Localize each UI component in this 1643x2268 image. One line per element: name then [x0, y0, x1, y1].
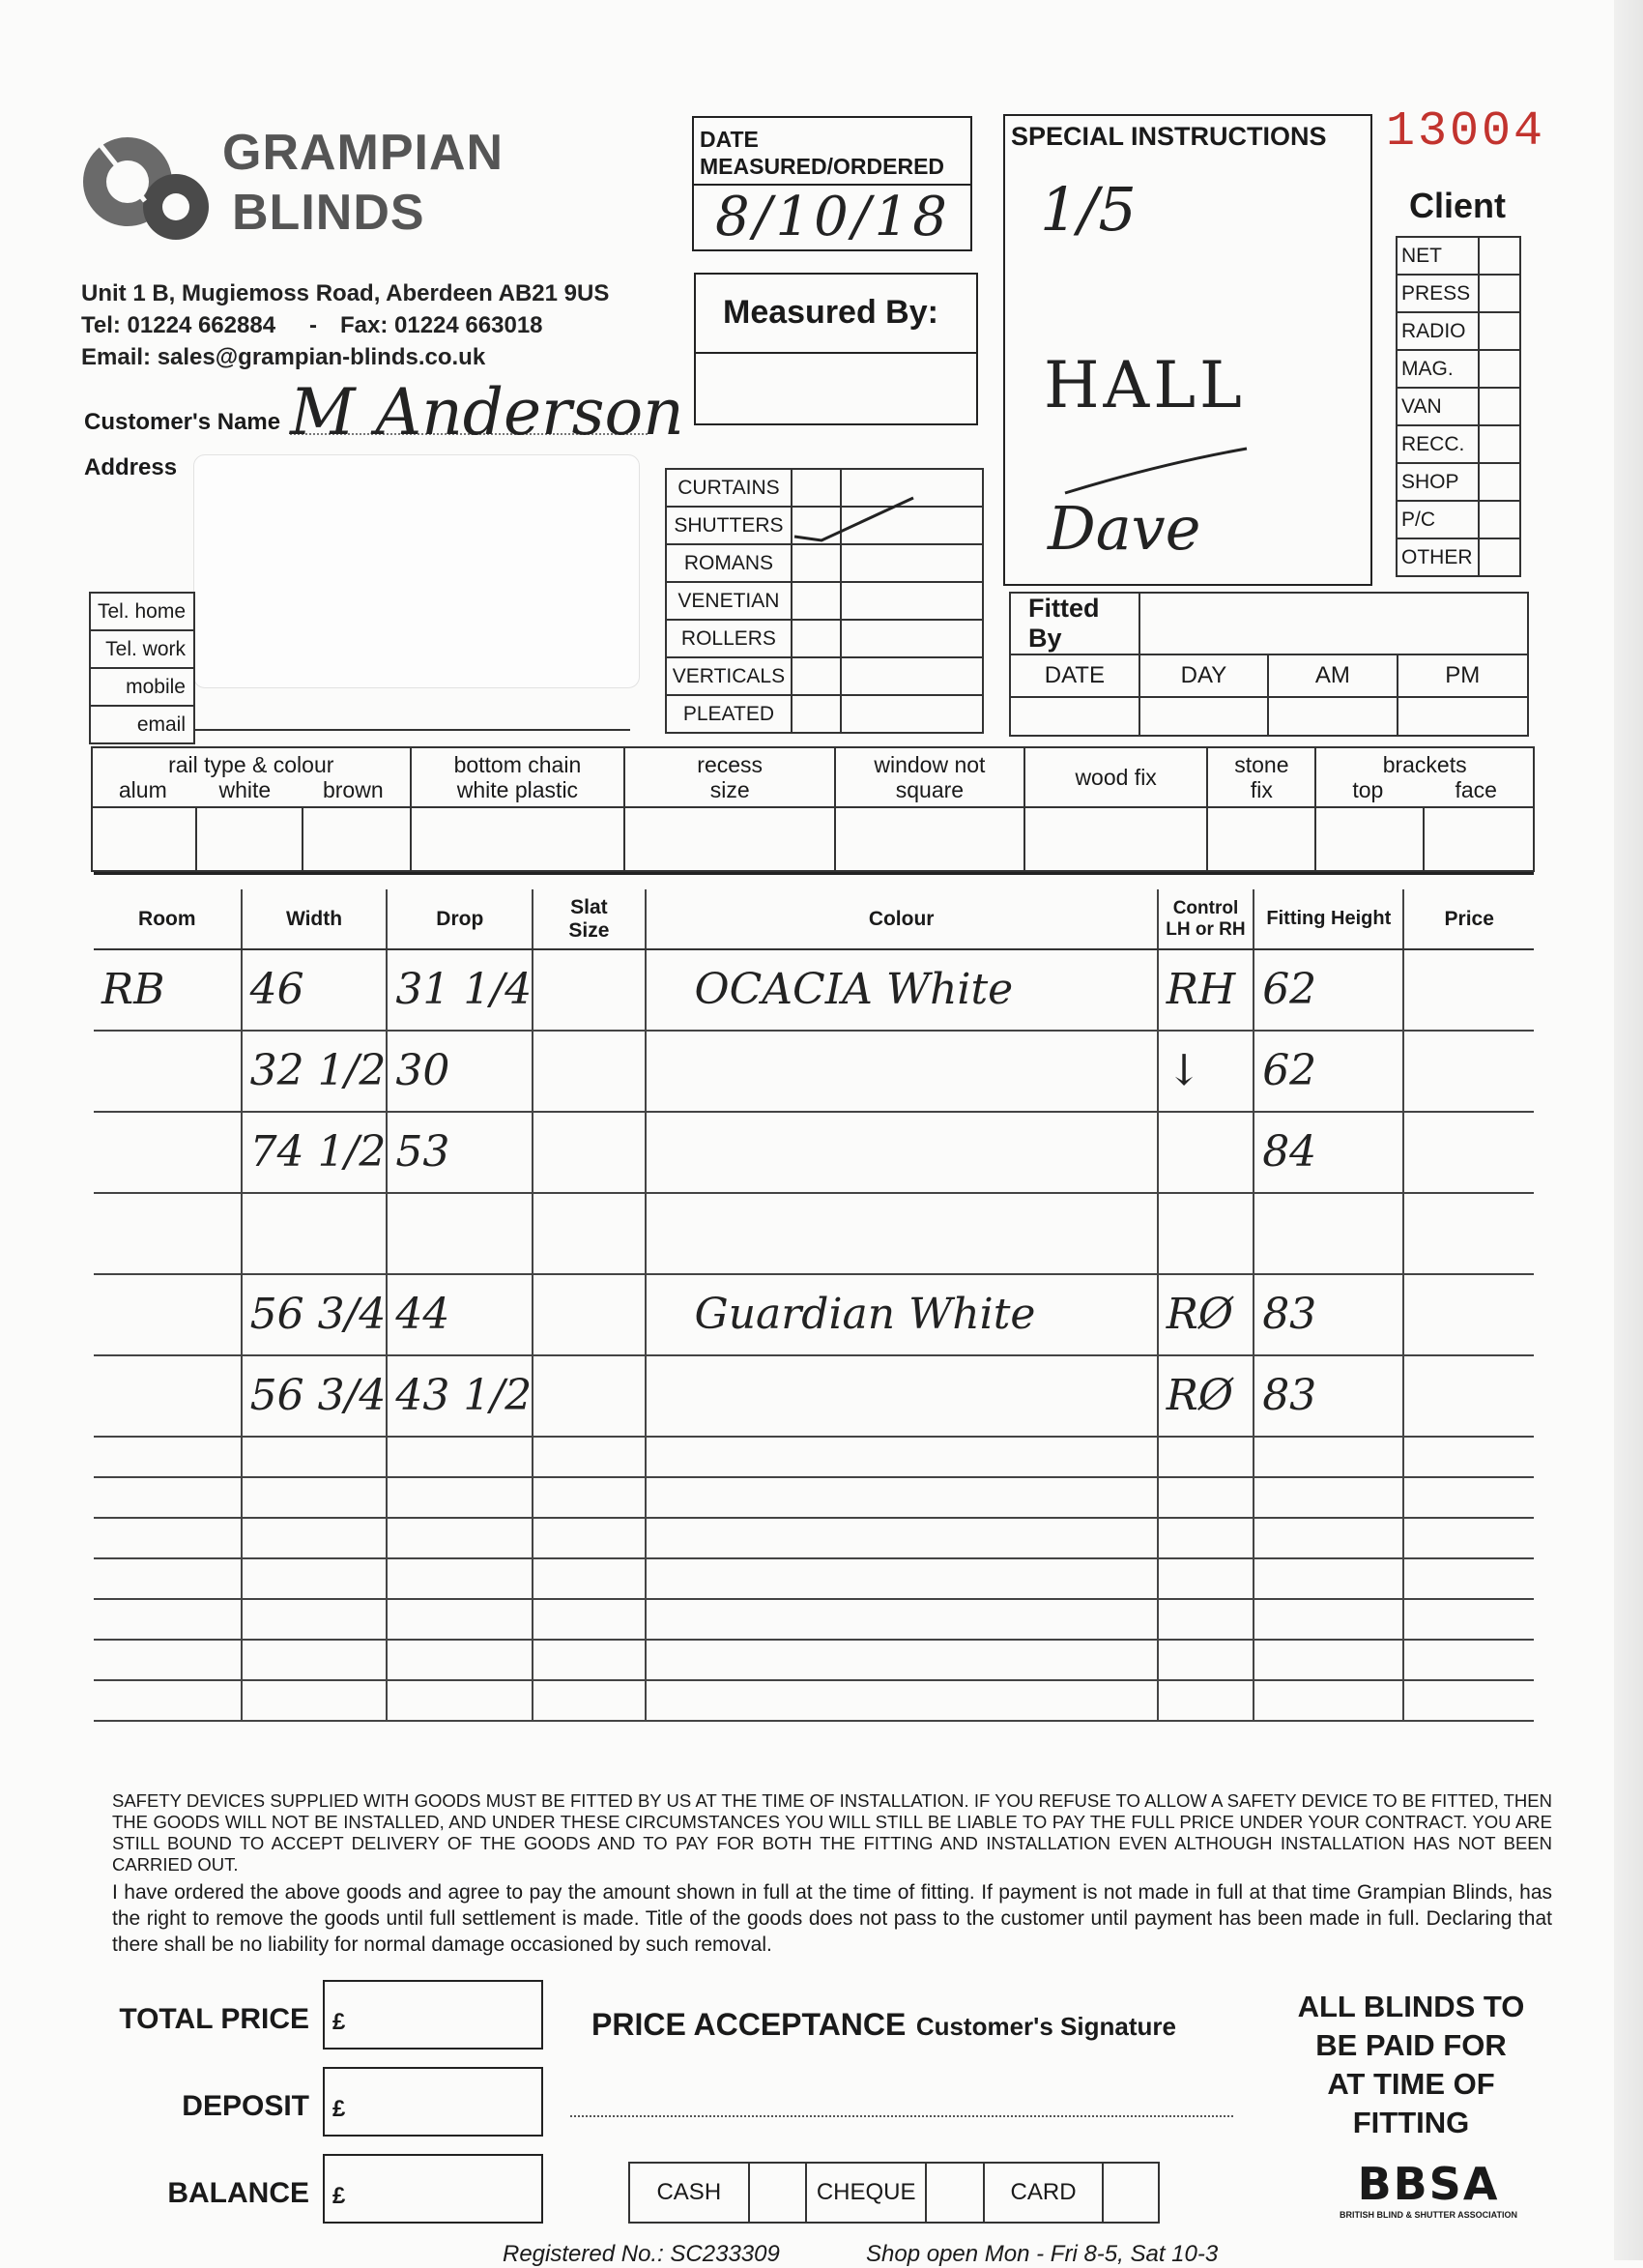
measurements-body	[94, 949, 1534, 1721]
cell-price[interactable]	[1403, 1437, 1534, 1477]
cell-price[interactable]	[1403, 1031, 1534, 1112]
table-row	[94, 1193, 1534, 1274]
mobile-label: mobile	[90, 668, 194, 706]
col-fitting-height: Fitting Height	[1266, 908, 1392, 929]
cell-room[interactable]	[94, 1599, 242, 1640]
spec-rail-alum: alum	[118, 777, 167, 802]
cell-drop[interactable]	[387, 1599, 533, 1640]
col-control: Control LH or RH	[1166, 897, 1246, 940]
cell-colour[interactable]	[646, 1031, 1158, 1112]
cell-value: 56 3/4	[249, 1371, 387, 1420]
spec-brackets-top: top	[1352, 777, 1384, 802]
cell-price[interactable]	[1403, 1274, 1534, 1355]
col-drop: Drop	[387, 889, 533, 949]
notice-line-4: FITTING	[1352, 2106, 1470, 2139]
total-price-label: TOTAL PRICE	[119, 2003, 309, 2035]
cell-fitting-height[interactable]	[1254, 1274, 1403, 1355]
cell-drop[interactable]	[387, 1193, 533, 1274]
cell-drop[interactable]	[387, 1518, 533, 1558]
pay-cash: CASH	[629, 2163, 749, 2223]
safety-notice: SAFETY DEVICES SUPPLIED WITH GOODS MUST BE FITTED BY US AT THE TIME OF INSTALLATION. IF YOU REFUSE TO ALLOW A SAFETY DEVICE TO BE FITTED, THEN THE GOODS WILL NOT BE INSTALLED, AND UNDER THESE CIRCUMSTANCES YOU WILL STILL BE LIABLE TO PAY THE FULL PRICE UNDER YOUR CONTRACT. YOU ARE STILL BOUND TO ACCEPT DELIVERY OF THE GOODS AND TO PAY FOR BOTH THE FITTING AND INSTALLATION EVEN ALTHOUGH INSTALLATION HAS NOT BEEN CARRIED OUT.	[112, 1790, 1552, 1875]
type-rollers: ROLLERS	[666, 620, 792, 657]
balance-label: BALANCE	[167, 2177, 309, 2209]
cell-drop[interactable]	[387, 1031, 533, 1112]
notice-line-3: AT TIME OF	[1327, 2067, 1495, 2101]
footer-registered: Registered No.: SC233309	[503, 2241, 780, 2267]
client-other: OTHER	[1397, 538, 1479, 576]
cell-value: 74 1/2	[249, 1127, 387, 1177]
signature-line[interactable]	[570, 2115, 1233, 2117]
cell-colour[interactable]	[646, 1193, 1158, 1274]
cell-price[interactable]	[1403, 1680, 1534, 1721]
cell-price[interactable]	[1403, 1112, 1534, 1193]
cell-value: 32 1/2	[249, 1046, 387, 1095]
cell-value: 83	[1262, 1371, 1317, 1420]
type-shutters: SHUTTERS	[666, 507, 792, 544]
balance-field[interactable]	[323, 2154, 543, 2224]
cell-fitting-height[interactable]	[1254, 1599, 1403, 1640]
cell-colour[interactable]	[646, 1355, 1158, 1437]
cell-slat-size[interactable]	[533, 1437, 645, 1477]
client-shop: SHOP	[1397, 463, 1479, 501]
cell-price[interactable]	[1403, 1599, 1534, 1640]
cell-drop[interactable]	[387, 1274, 533, 1355]
shutters-tick-mark	[793, 479, 918, 546]
cell-slat-size[interactable]	[533, 1193, 645, 1274]
cell-colour[interactable]	[646, 1599, 1158, 1640]
cell-slat-size[interactable]	[533, 1680, 645, 1721]
form-number: 13004	[1386, 104, 1546, 160]
cell-price[interactable]	[1403, 1640, 1534, 1680]
cell-value: RØ	[1166, 1290, 1233, 1339]
contact-underline	[195, 729, 630, 731]
table-row	[94, 1640, 1534, 1680]
pay-card-box[interactable]	[1103, 2163, 1159, 2223]
cell-fitting-height[interactable]	[1254, 1680, 1403, 1721]
client-mag: MAG.	[1397, 350, 1479, 388]
cell-room[interactable]	[94, 1112, 242, 1193]
cell-value: Guardian White	[694, 1290, 1036, 1339]
table-row	[94, 1680, 1534, 1721]
cell-slat-size[interactable]	[533, 949, 645, 1031]
date-box	[692, 116, 972, 251]
cell-slat-size[interactable]	[533, 1640, 645, 1680]
customer-signature-label: Customer's Signature	[915, 2012, 1176, 2041]
cell-value: RH	[1166, 965, 1236, 1014]
footer-shop-open: Shop open Mon - Fri 8-5, Sat 10-3	[866, 2241, 1219, 2267]
measurements-table	[94, 889, 1534, 1722]
balance-currency: £	[332, 2183, 346, 2209]
spec-brackets-face: face	[1455, 777, 1497, 802]
cell-value: RB	[101, 965, 165, 1014]
spec-brackets	[1315, 747, 1534, 807]
payment-methods-table	[628, 2162, 1160, 2224]
price-acceptance-label: PRICE ACCEPTANCE	[591, 2007, 907, 2042]
cell-colour[interactable]	[646, 1558, 1158, 1599]
cell-slat-size[interactable]	[533, 1518, 645, 1558]
cell-value: RØ	[1166, 1371, 1233, 1420]
cell-width[interactable]	[242, 949, 388, 1031]
pay-cash-box[interactable]	[749, 2163, 807, 2223]
client-net: NET	[1397, 237, 1479, 275]
cell-fitting-height[interactable]	[1254, 1558, 1403, 1599]
table-row	[94, 1437, 1534, 1477]
spec-stone: stone fix	[1234, 752, 1289, 802]
col-width: Width	[242, 889, 388, 949]
cell-control[interactable]	[1158, 1518, 1254, 1558]
pay-card: CARD	[984, 2163, 1104, 2223]
col-price: Price	[1403, 889, 1534, 949]
cell-slat-size[interactable]	[533, 1558, 645, 1599]
cell-control[interactable]	[1158, 949, 1254, 1031]
spec-recess: recess size	[697, 752, 764, 802]
blind-types-table	[665, 468, 984, 734]
brand-name-line1: GRAMPIAN	[222, 125, 504, 181]
fitted-day-col: DAY	[1139, 654, 1268, 697]
cell-room[interactable]	[94, 1355, 242, 1437]
fitted-pm-col: PM	[1398, 654, 1528, 697]
cell-value: OCACIA White	[694, 965, 1014, 1014]
cell-room[interactable]	[94, 1031, 242, 1112]
redaction-patch	[193, 454, 640, 688]
cell-room[interactable]	[94, 1193, 242, 1274]
cell-value: 53	[395, 1127, 450, 1177]
tel-work-label: Tel. work	[90, 630, 194, 668]
cell-fitting-height[interactable]	[1254, 1477, 1403, 1518]
cell-control[interactable]	[1158, 1640, 1254, 1680]
cell-room[interactable]	[94, 1477, 242, 1518]
date-label: DATE MEASURED/ORDERED	[700, 127, 945, 179]
cell-value: 62	[1262, 965, 1317, 1014]
cell-colour[interactable]	[646, 1680, 1158, 1721]
cell-fitting-height[interactable]	[1254, 1355, 1403, 1437]
type-curtains: CURTAINS	[666, 469, 792, 507]
cell-slat-size[interactable]	[533, 1112, 645, 1193]
total-price-field[interactable]	[323, 1980, 543, 2050]
cell-colour[interactable]	[646, 1477, 1158, 1518]
cell-price[interactable]	[1403, 1477, 1534, 1518]
measured-by-box	[694, 273, 978, 425]
client-press: PRESS	[1397, 275, 1479, 312]
spec-bottom-chain: bottom chain white plastic	[453, 752, 582, 802]
cell-drop[interactable]	[387, 1558, 533, 1599]
table-row	[94, 1518, 1534, 1558]
cell-width[interactable]	[242, 1558, 388, 1599]
col-slat-size: Slat Size	[568, 895, 610, 942]
cell-slat-size[interactable]	[533, 1477, 645, 1518]
tel-home-label: Tel. home	[90, 593, 194, 630]
spec-window: window not square	[874, 752, 986, 802]
cell-width[interactable]	[242, 1193, 388, 1274]
instruction-line-3: Dave	[1048, 493, 1201, 564]
cell-fitting-height[interactable]	[1254, 1437, 1403, 1477]
table-row	[94, 1355, 1534, 1437]
cell-drop[interactable]	[387, 1477, 533, 1518]
cell-drop[interactable]	[387, 949, 533, 1031]
cell-drop[interactable]	[387, 1640, 533, 1680]
cell-control[interactable]	[1158, 1355, 1254, 1437]
cell-control[interactable]	[1158, 1477, 1254, 1518]
cell-value: 30	[395, 1046, 450, 1095]
pay-cheque: CHEQUE	[806, 2163, 926, 2223]
fitted-by-table	[1009, 592, 1529, 737]
table-row	[94, 1112, 1534, 1193]
deposit-currency: £	[332, 2096, 346, 2122]
cell-price[interactable]	[1403, 949, 1534, 1031]
cell-colour[interactable]	[646, 1640, 1158, 1680]
company-address: Unit 1 B, Mugiemoss Road, Aberdeen AB21 9US	[81, 280, 610, 306]
cell-room[interactable]	[94, 949, 242, 1031]
cell-value: 31 1/4	[395, 965, 533, 1014]
pay-cheque-box[interactable]	[926, 2163, 984, 2223]
cell-room[interactable]	[94, 1680, 242, 1721]
table-row	[94, 1031, 1534, 1112]
price-acceptance	[591, 2007, 1176, 2043]
cell-room[interactable]	[94, 1437, 242, 1477]
instruction-line-1: 1/5	[1040, 174, 1137, 245]
deposit-field[interactable]	[323, 2067, 543, 2137]
cell-control[interactable]	[1158, 1112, 1254, 1193]
special-instructions-box	[1003, 114, 1372, 586]
table-row	[94, 1599, 1534, 1640]
cell-width[interactable]	[242, 1680, 388, 1721]
address-label: Address	[84, 454, 178, 480]
table-row	[94, 949, 1534, 1031]
client-heading: Client	[1409, 186, 1507, 225]
client-pc: P/C	[1397, 501, 1479, 538]
main-table-top-rule	[94, 872, 1534, 875]
fitted-by-label: Fitted By	[1010, 593, 1139, 654]
col-room: Room	[94, 889, 242, 949]
company-fax: Fax: 01224 663018	[340, 312, 543, 338]
company-logo	[77, 124, 222, 249]
notice-line-2: BE PAID FOR	[1315, 2028, 1507, 2062]
table-row	[94, 1477, 1534, 1518]
cell-slat-size[interactable]	[533, 1274, 645, 1355]
cell-control[interactable]	[1158, 1680, 1254, 1721]
table-row	[94, 1558, 1534, 1599]
cell-width[interactable]	[242, 1640, 388, 1680]
cell-fitting-height[interactable]	[1254, 1640, 1403, 1680]
bbsa-logo	[1312, 2158, 1544, 2220]
col-colour: Colour	[646, 889, 1158, 949]
cell-value: ↓	[1166, 1046, 1202, 1095]
cell-control[interactable]	[1158, 1599, 1254, 1640]
spec-rail-white: white	[218, 777, 272, 802]
specs-table	[91, 746, 1535, 872]
cell-slat-size[interactable]	[533, 1599, 645, 1640]
table-row	[94, 1274, 1534, 1355]
cell-width[interactable]	[242, 1599, 388, 1640]
paper-edge-shadow	[1614, 0, 1643, 2260]
spec-wood: wood fix	[1024, 747, 1208, 807]
client-source-table	[1396, 236, 1521, 577]
cell-control[interactable]	[1158, 1558, 1254, 1599]
cell-width[interactable]	[242, 1031, 388, 1112]
bbsa-tagline: BRITISH BLIND & SHUTTER ASSOCIATION	[1340, 2210, 1517, 2220]
cell-fitting-height[interactable]	[1254, 1112, 1403, 1193]
cell-value: 62	[1262, 1046, 1317, 1095]
cell-width[interactable]	[242, 1274, 388, 1355]
spec-rail	[92, 747, 411, 807]
cell-price[interactable]	[1403, 1558, 1534, 1599]
date-value: 8/10/18	[715, 186, 951, 248]
cell-width[interactable]	[242, 1518, 388, 1558]
cell-slat-size[interactable]	[533, 1031, 645, 1112]
spec-rail-label: rail type & colour	[168, 752, 334, 777]
cell-slat-size[interactable]	[533, 1355, 645, 1437]
type-verticals: VERTICALS	[666, 657, 792, 695]
type-venetian: VENETIAN	[666, 582, 792, 620]
type-romans: ROMANS	[666, 544, 792, 582]
customer-name-value: M Anderson	[290, 375, 684, 450]
cell-room[interactable]	[94, 1558, 242, 1599]
cell-drop[interactable]	[387, 1112, 533, 1193]
client-recc: RECC.	[1397, 425, 1479, 463]
cell-control[interactable]	[1158, 1437, 1254, 1477]
cell-fitting-height[interactable]	[1254, 949, 1403, 1031]
fitted-am-col: AM	[1268, 654, 1397, 697]
cell-value: 43 1/2	[395, 1371, 533, 1420]
cell-colour[interactable]	[646, 1112, 1158, 1193]
company-fax-dash: -	[309, 312, 317, 338]
cell-colour[interactable]	[646, 1437, 1158, 1477]
cell-value: 46	[249, 965, 304, 1014]
cell-drop[interactable]	[387, 1680, 533, 1721]
spec-rail-brown: brown	[322, 777, 384, 802]
bbsa-wordmark: BBSA	[1357, 2158, 1500, 2210]
cell-control[interactable]	[1158, 1274, 1254, 1355]
cell-value: 83	[1262, 1290, 1317, 1339]
special-instructions-label: SPECIAL INSTRUCTIONS	[1011, 122, 1327, 151]
cell-control[interactable]	[1158, 1193, 1254, 1274]
cell-room[interactable]	[94, 1518, 242, 1558]
cell-value: 56 3/4	[249, 1290, 387, 1339]
cell-drop[interactable]	[387, 1437, 533, 1477]
cell-colour[interactable]	[646, 1274, 1158, 1355]
cell-fitting-height[interactable]	[1254, 1031, 1403, 1112]
cell-fitting-height[interactable]	[1254, 1193, 1403, 1274]
customer-name-label: Customer's Name	[84, 409, 281, 435]
spec-brackets-label: brackets	[1382, 752, 1467, 777]
cell-price[interactable]	[1403, 1518, 1534, 1558]
measured-by-label: Measured By:	[723, 294, 938, 331]
brand-name-line2: BLINDS	[232, 185, 425, 241]
type-pleated: PLEATED	[666, 695, 792, 733]
cell-room[interactable]	[94, 1640, 242, 1680]
cell-width[interactable]	[242, 1112, 388, 1193]
company-email: Email: sales@grampian-blinds.co.uk	[81, 344, 486, 370]
cell-value: 84	[1262, 1127, 1317, 1177]
client-radio: RADIO	[1397, 312, 1479, 350]
client-van: VAN	[1397, 388, 1479, 425]
cell-room[interactable]	[94, 1274, 242, 1355]
notice-line-1: ALL BLINDS TO	[1297, 1990, 1525, 2023]
email-label: email	[90, 706, 194, 743]
cell-control[interactable]	[1158, 1031, 1254, 1112]
cell-colour[interactable]	[646, 949, 1158, 1031]
total-currency: £	[332, 2009, 346, 2035]
fitted-date-col: DATE	[1010, 654, 1139, 697]
company-tel: Tel: 01224 662884	[81, 312, 276, 338]
contact-table	[89, 592, 195, 744]
cell-width[interactable]	[242, 1355, 388, 1437]
deposit-label: DEPOSIT	[182, 2090, 309, 2122]
payment-notice	[1266, 1988, 1556, 2142]
cell-drop[interactable]	[387, 1355, 533, 1437]
cell-width[interactable]	[242, 1477, 388, 1518]
cell-value: 44	[395, 1290, 450, 1339]
instruction-line-2: HALL	[1044, 348, 1246, 422]
cell-colour[interactable]	[646, 1518, 1158, 1558]
cell-width[interactable]	[242, 1437, 388, 1477]
cell-fitting-height[interactable]	[1254, 1518, 1403, 1558]
terms-text: I have ordered the above goods and agree to pay the amount shown in full at the time of fitting. If payment is not made in full at that time Grampian Blinds, has the right to remove the goods until full settlement is made. Title of the goods does not pass to the customer until payment has been made in full. Declaring that there shall be no liability for normal damage occasioned by such removal.	[112, 1881, 1552, 1956]
cell-price[interactable]	[1403, 1193, 1534, 1274]
cell-price[interactable]	[1403, 1355, 1534, 1437]
